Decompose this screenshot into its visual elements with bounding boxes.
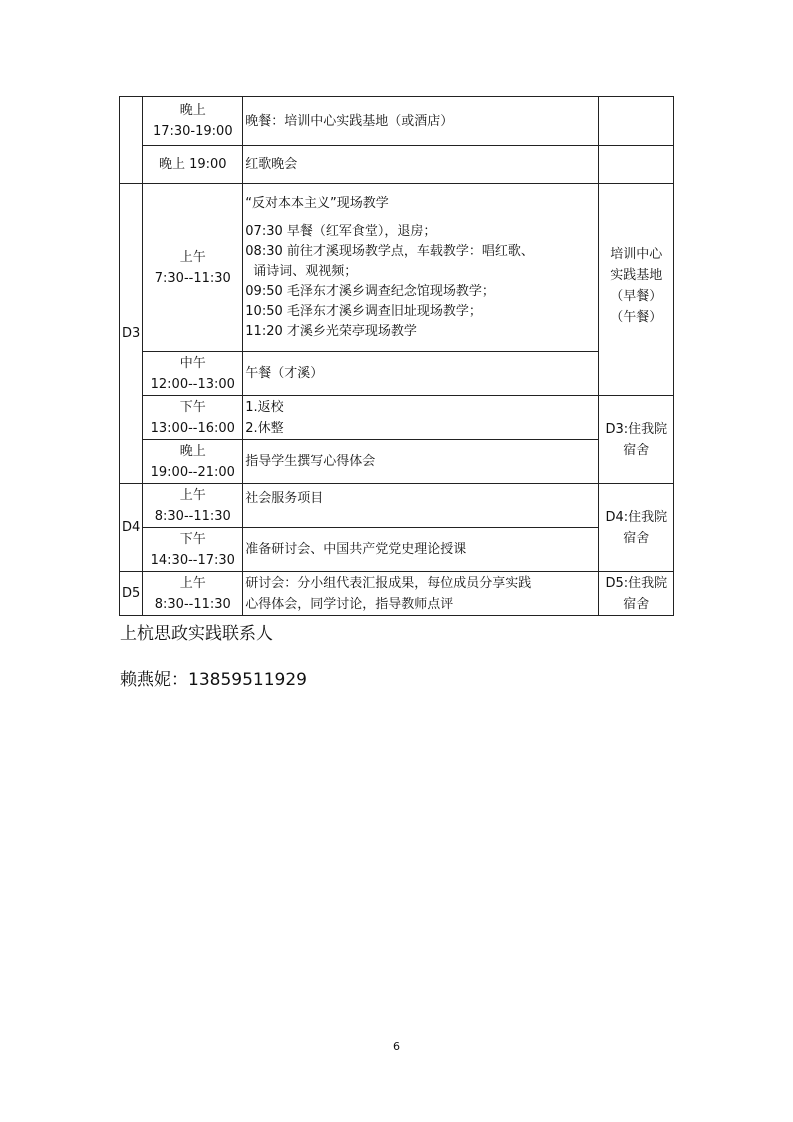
day-label-d4: D4 bbox=[120, 484, 143, 572]
schedule-row bbox=[120, 146, 674, 184]
schedule-row bbox=[120, 528, 674, 572]
activity-cell: 红歌晚会 bbox=[243, 146, 599, 184]
activity-cell: 午餐（才溪） bbox=[243, 352, 599, 396]
activity-cell: 晚餐：培训中心实践基地（或酒店） bbox=[243, 97, 599, 146]
activity-cell: 研讨会：分小组代表汇报成果，每位成员分享实践 心得体会，同学讨论，指导教师点评 bbox=[243, 572, 599, 616]
activity-cell: 准备研讨会、中国共产党党史理论授课 bbox=[243, 528, 599, 572]
schedule-row bbox=[120, 97, 674, 146]
activity-line: 08:30 前往才溪现场教学点，车载教学：唱红歌、 bbox=[245, 244, 534, 259]
location-cell: D3:住我院 宿舍 bbox=[599, 396, 674, 484]
location-cell-empty bbox=[599, 97, 674, 146]
time-cell: 晚上 17:30-19:00 bbox=[143, 97, 243, 146]
schedule-row bbox=[120, 440, 674, 484]
time-cell: 下午 14:30--17:30 bbox=[143, 528, 243, 572]
day-label-d5: D5 bbox=[120, 572, 143, 616]
activity-cell: 1.返校 2.休整 bbox=[243, 396, 599, 440]
time-cell: 上午 8:30--11:30 bbox=[143, 572, 243, 616]
schedule-row bbox=[120, 484, 674, 528]
activity-line: 11:20 才溪乡光荣亭现场教学 bbox=[245, 324, 417, 339]
contact-heading: 上杭思政实践联系人 bbox=[120, 624, 273, 644]
activity-line: 09:50 毛泽东才溪乡调查纪念馆现场教学； bbox=[245, 284, 495, 299]
time-cell: 中午 12:00--13:00 bbox=[143, 352, 243, 396]
contact-person: 赖燕妮：13859511929 bbox=[120, 670, 307, 690]
activity-cell: 指导学生撰写心得体会 bbox=[243, 440, 599, 484]
time-cell: 晚上 19:00--21:00 bbox=[143, 440, 243, 484]
schedule-row bbox=[120, 396, 674, 440]
activity-line: 10:50 毛泽东才溪乡调查旧址现场教学； bbox=[245, 304, 482, 319]
time-cell: 下午 13:00--16:00 bbox=[143, 396, 243, 440]
activity-title: “反对本本主义”现场教学 bbox=[245, 196, 389, 211]
location-cell: 培训中心 实践基地 （早餐） （午餐） bbox=[599, 184, 674, 396]
activity-cell: 社会服务项目 bbox=[243, 484, 599, 528]
schedule-row bbox=[120, 184, 674, 352]
location-cell: D4:住我院 宿舍 bbox=[599, 484, 674, 572]
day-cell-empty bbox=[120, 97, 143, 184]
location-cell: D5:住我院 宿舍 bbox=[599, 572, 674, 616]
schedule-table bbox=[119, 96, 674, 616]
time-cell: 上午 8:30--11:30 bbox=[143, 484, 243, 528]
time-cell: 上午 7:30--11:30 bbox=[143, 184, 243, 352]
activity-cell bbox=[243, 184, 599, 352]
location-cell-empty bbox=[599, 146, 674, 184]
time-cell: 晚上 19:00 bbox=[143, 146, 243, 184]
schedule-row bbox=[120, 352, 674, 396]
day-label-d3: D3 bbox=[120, 184, 143, 484]
activity-line: 诵诗词、观视频； bbox=[253, 264, 358, 279]
page-number: 6 bbox=[393, 1040, 400, 1053]
activity-line: 07:30 早餐（红军食堂），退房； bbox=[245, 224, 437, 239]
schedule-row bbox=[120, 572, 674, 616]
